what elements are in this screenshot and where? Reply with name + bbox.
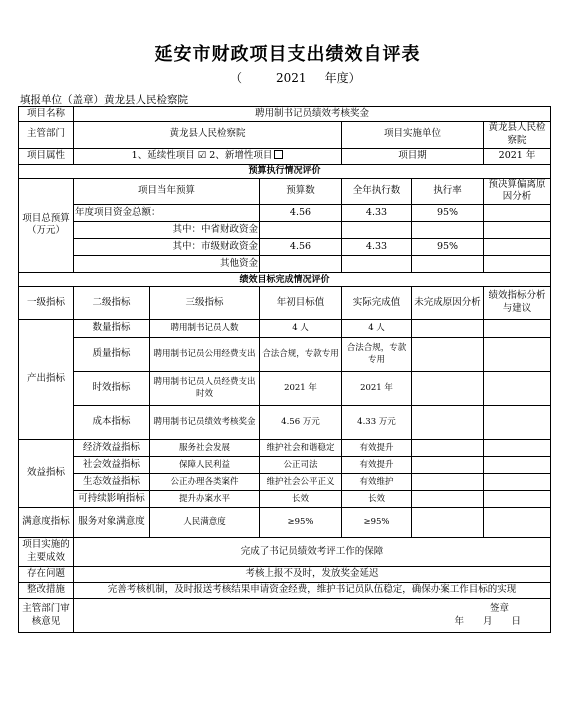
unfinished-reason	[412, 440, 484, 457]
l2-indicator: 质量指标	[74, 338, 150, 372]
report-year: （ 2021 年度）	[230, 71, 361, 85]
exec-rate	[412, 222, 484, 239]
l2-indicator: 生态效益指标	[74, 474, 150, 491]
budget-side-label: 项目总预算 （万元）	[19, 178, 74, 273]
project-name-label: 项目名称	[19, 107, 74, 122]
perf-header: 一级指标	[19, 287, 74, 320]
unchecked-box-icon	[274, 150, 283, 159]
target-value: ≥95%	[260, 508, 342, 538]
project-name: 聘用制书记员绩效考核奖金	[74, 107, 551, 122]
period-value: 2021 年	[484, 148, 551, 164]
budget-line-name: 其中：市级财政资金	[74, 239, 260, 256]
unfinished-reason	[412, 406, 484, 440]
l2-indicator: 数量指标	[74, 320, 150, 338]
l3-indicator: 保障人民利益	[150, 457, 260, 474]
budget-line-name: 年度项目资金总额：	[74, 205, 260, 222]
deviation-reason	[484, 256, 551, 273]
unfinished-reason	[412, 338, 484, 372]
unfinished-reason	[412, 491, 484, 508]
deviation-reason	[484, 239, 551, 256]
exec-rate: 95%	[412, 205, 484, 222]
l2-indicator: 社会效益指标	[74, 457, 150, 474]
perf-header: 三级指标	[150, 287, 260, 320]
year-value: 2021	[276, 71, 307, 85]
actual-value: 有效提升	[342, 457, 412, 474]
l2-indicator: 时效指标	[74, 372, 150, 406]
actual-value: ≥95%	[342, 508, 412, 538]
indicator-advice	[484, 457, 551, 474]
satisfaction-indicator-label: 满意度指标	[19, 508, 74, 538]
achievement-text: 完成了书记员绩效考评工作的保障	[74, 538, 551, 567]
indicator-advice	[484, 406, 551, 440]
exec-amount: 4.33	[342, 239, 412, 256]
reporting-unit: 填报单位（盖章）黄龙县人民检察院	[20, 94, 188, 106]
indicator-advice	[484, 474, 551, 491]
target-value: 4 人	[260, 320, 342, 338]
indicator-advice	[484, 338, 551, 372]
l3-indicator: 公正办理各类案件	[150, 474, 260, 491]
l3-indicator: 提升办案水平	[150, 491, 260, 508]
budget-line-name: 其中：中省财政资金	[74, 222, 260, 239]
indicator-advice	[484, 508, 551, 538]
unfinished-reason	[412, 508, 484, 538]
exec-rate: 95%	[412, 239, 484, 256]
l2-indicator: 成本指标	[74, 406, 150, 440]
actual-value: 合法合规，专款专用	[342, 338, 412, 372]
l2-indicator: 服务对象满意度	[74, 508, 150, 538]
dept-value: 黄龙县人民检察院	[74, 122, 342, 149]
budget-header: 全年执行数	[342, 178, 412, 205]
impl-value: 黄龙县人民检察院	[484, 122, 551, 149]
budget-section-title: 预算执行情况评价	[19, 164, 551, 178]
l3-indicator: 聘用制书记员人数	[150, 320, 260, 338]
perf-header: 未完成原因分析	[412, 287, 484, 320]
deviation-reason	[484, 205, 551, 222]
actual-value: 4.33 万元	[342, 406, 412, 440]
target-value: 公正司法	[260, 457, 342, 474]
perf-header: 绩效指标分析与建议	[484, 287, 551, 320]
impl-label: 项目实施单位	[342, 122, 484, 149]
l3-indicator: 聘用制书记员人员经费支出时效	[150, 372, 260, 406]
target-value: 4.56 万元	[260, 406, 342, 440]
output-indicator-label: 产出指标	[19, 320, 74, 440]
l3-indicator: 服务社会发展	[150, 440, 260, 457]
indicator-advice	[484, 440, 551, 457]
target-value: 2021 年	[260, 372, 342, 406]
achievement-label: 项目实施的主要成效	[19, 538, 74, 567]
target-value: 合法合规，专款专用	[260, 338, 342, 372]
indicator-advice	[484, 320, 551, 338]
budget-amount: 4.56	[260, 205, 342, 222]
perf-header: 年初目标值	[260, 287, 342, 320]
l2-indicator: 可持续影响指标	[74, 491, 150, 508]
page-title: 延安市财政项目支出绩效自评表	[154, 44, 421, 65]
actual-value: 4 人	[342, 320, 412, 338]
deviation-reason	[484, 222, 551, 239]
evaluation-table	[18, 106, 551, 633]
l2-indicator: 经济效益指标	[74, 440, 150, 457]
period-label: 项目期	[342, 148, 484, 164]
fix-text: 完善考核机制，及时报送考核结果申请资金经费，维护书记员队伍稳定，确保办案工作目标的实现	[74, 583, 551, 599]
exec-rate	[412, 256, 484, 273]
target-value: 维护社会和谐稳定	[260, 440, 342, 457]
budget-amount	[260, 256, 342, 273]
perf-header: 实际完成值	[342, 287, 412, 320]
fix-label: 整改措施	[19, 583, 74, 599]
budget-header: 预算数	[260, 178, 342, 205]
perf-section-title: 绩效目标完成情况评价	[19, 273, 551, 287]
review-signature-block	[74, 599, 551, 633]
target-value: 维护社会公平正义	[260, 474, 342, 491]
effect-indicator-label: 效益指标	[19, 440, 74, 508]
attr-label: 项目属性	[19, 148, 74, 164]
perf-header: 二级指标	[74, 287, 150, 320]
unfinished-reason	[412, 372, 484, 406]
sign-label: 签章	[490, 602, 510, 614]
indicator-advice	[484, 372, 551, 406]
issue-text: 考核上报不及时，发放奖金延迟	[74, 567, 551, 583]
budget-line-name: 其他资金	[74, 256, 260, 273]
budget-header: 项目当年预算	[74, 178, 260, 205]
attr-options: 1、延续性项目 ☑ 2、新增性项目	[74, 148, 342, 164]
budget-amount	[260, 222, 342, 239]
actual-value: 有效维护	[342, 474, 412, 491]
actual-value: 有效提升	[342, 440, 412, 457]
unfinished-reason	[412, 474, 484, 491]
budget-header: 预决算偏离原因分析	[484, 178, 551, 205]
review-label: 主管部门审核意见	[19, 599, 74, 633]
indicator-advice	[484, 491, 551, 508]
issue-label: 存在问题	[19, 567, 74, 583]
l3-indicator: 聘用制书记员公用经费支出	[150, 338, 260, 372]
exec-amount: 4.33	[342, 205, 412, 222]
l3-indicator: 人民满意度	[150, 508, 260, 538]
budget-header: 执行率	[412, 178, 484, 205]
sign-date: 年 月 日	[454, 615, 522, 627]
dept-label: 主管部门	[19, 122, 74, 149]
unfinished-reason	[412, 457, 484, 474]
checked-box-icon: ☑	[197, 149, 207, 161]
actual-value: 长效	[342, 491, 412, 508]
actual-value: 2021 年	[342, 372, 412, 406]
budget-amount: 4.56	[260, 239, 342, 256]
target-value: 长效	[260, 491, 342, 508]
l3-indicator: 聘用制书记员绩效考核奖金	[150, 406, 260, 440]
unfinished-reason	[412, 320, 484, 338]
exec-amount	[342, 256, 412, 273]
exec-amount	[342, 222, 412, 239]
